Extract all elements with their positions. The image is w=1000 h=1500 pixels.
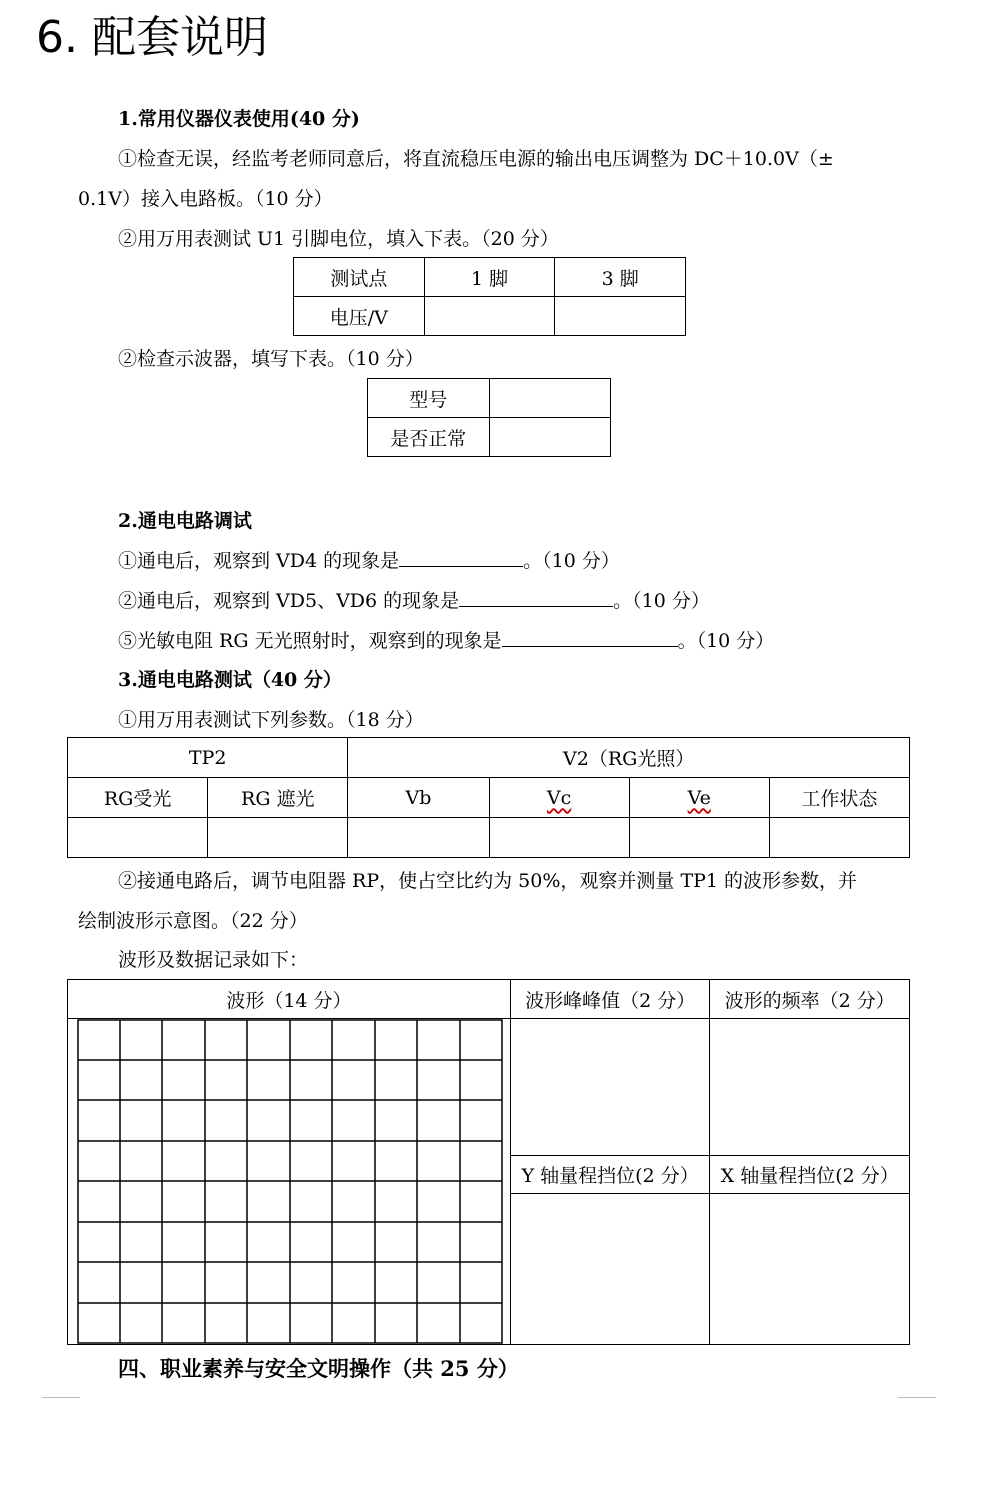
page-title: 6. 配套说明	[36, 12, 268, 63]
section2-q1-text: ①通电后，观察到 VD4 的现象是	[118, 550, 400, 572]
parameter-table-cell-ve[interactable]	[629, 818, 769, 858]
parameter-table-col-state: 工作状态	[769, 778, 909, 818]
section2-q3-text: ⑤光敏电阻 RG 无光照射时，观察到的现象是	[118, 630, 502, 652]
section2-q2-text: ②通电后，观察到 VD5、VD6 的现象是	[118, 590, 460, 612]
waveform-table-header-peak: 波形峰峰值（2 分）	[510, 980, 710, 1019]
voltage-table-header-pin1: 1 脚	[424, 258, 555, 297]
voltage-table	[293, 257, 686, 336]
voltage-table-header-test-point: 测试点	[294, 258, 425, 297]
waveform-table-cell-peak[interactable]	[510, 1019, 710, 1156]
section3-item2-line1: ②接通电路后，调节电阻器 RP，使占空比约为 50%，观察并测量 TP1 的波形参数，并	[118, 870, 858, 892]
waveform-table-cell-freq[interactable]	[710, 1019, 910, 1156]
parameter-table-cell-rg-dark[interactable]	[208, 818, 348, 858]
section1-item3: ②检查示波器，填写下表。（10 分）	[118, 348, 424, 370]
parameter-table-col-vb: Vb	[348, 778, 489, 818]
voltage-table-header-pin3: 3 脚	[555, 258, 686, 297]
waveform-table-cell-xaxis[interactable]	[710, 1194, 910, 1345]
waveform-table-cell-yaxis[interactable]	[510, 1194, 710, 1345]
section3-record-label: 波形及数据记录如下：	[118, 949, 309, 971]
section2-q1	[118, 548, 620, 574]
voltage-table-cell-pin3[interactable]	[555, 297, 686, 336]
parameter-table-cell-rg-lit[interactable]	[68, 818, 208, 858]
waveform-table-header-freq: 波形的频率（2 分）	[710, 980, 910, 1019]
footer-divider-right	[898, 1397, 936, 1398]
section3-item2-line2: 绘制波形示意图。（22 分）	[78, 910, 308, 932]
parameter-table	[67, 737, 910, 858]
parameter-table-group-tp2: TP2	[68, 738, 348, 778]
parameter-table-col-vc	[489, 778, 629, 818]
parameter-table-col-ve	[629, 778, 769, 818]
section2-q1-blank[interactable]	[399, 548, 523, 567]
section1-item1-line2: 0.1V）接入电路板。（10 分）	[78, 188, 333, 210]
waveform-table-header-wave: 波形（14 分）	[68, 980, 511, 1019]
waveform-table-header-xaxis: X 轴量程挡位(2 分）	[710, 1155, 910, 1193]
parameter-table-cell-vc[interactable]	[489, 818, 629, 858]
section3-item1: ①用万用表测试下列参数。（18 分）	[118, 709, 424, 731]
parameter-table-cell-state[interactable]	[769, 818, 909, 858]
voltage-table-cell-pin1[interactable]	[424, 297, 555, 336]
section2-q3-blank[interactable]	[502, 628, 678, 647]
section1-item1-line1: ①检查无误，经监考老师同意后，将直流稳压电源的输出电压调整为 DC＋10.0V（±	[118, 148, 834, 170]
voltage-table-row-label: 电压/V	[294, 297, 425, 336]
section4-heading: 四、职业素养与安全文明操作（共 25 分）	[118, 1356, 519, 1381]
parameter-table-cell-vb[interactable]	[348, 818, 489, 858]
section2-heading: 2.通电电路调试	[118, 510, 252, 532]
parameter-table-group-v2: V2（RG光照）	[348, 738, 910, 778]
waveform-grid	[77, 1019, 503, 1345]
footer-divider-left	[42, 1397, 80, 1398]
parameter-table-col-ve-label: Ve	[687, 786, 711, 809]
section2-q2-blank[interactable]	[459, 588, 613, 607]
oscilloscope-table-status-label: 是否正常	[368, 418, 490, 457]
oscilloscope-table-status-cell[interactable]	[489, 418, 610, 457]
section3-heading: 3.通电电路测试（40 分）	[118, 669, 342, 691]
section2-q2	[118, 588, 710, 614]
parameter-table-col-rg-dark: RG 遮光	[208, 778, 348, 818]
oscilloscope-table-model-cell[interactable]	[489, 379, 610, 418]
section1-item2: ②用万用表测试 U1 引脚电位，填入下表。（20 分）	[118, 228, 559, 250]
section2-q2-score: 。（10 分）	[613, 590, 710, 612]
section2-q1-score: 。（10 分）	[523, 550, 620, 572]
section1-heading: 1.常用仪器仪表使用(40 分)	[118, 108, 360, 130]
oscilloscope-table-model-label: 型号	[368, 379, 490, 418]
oscilloscope-table	[367, 378, 611, 457]
parameter-table-col-vc-label: Vc	[546, 786, 572, 809]
section2-q3-score: 。（10 分）	[677, 630, 775, 652]
waveform-table-header-yaxis: Y 轴量程挡位(2 分）	[510, 1155, 710, 1193]
section2-q3	[118, 628, 774, 654]
parameter-table-col-rg-lit: RG受光	[68, 778, 208, 818]
